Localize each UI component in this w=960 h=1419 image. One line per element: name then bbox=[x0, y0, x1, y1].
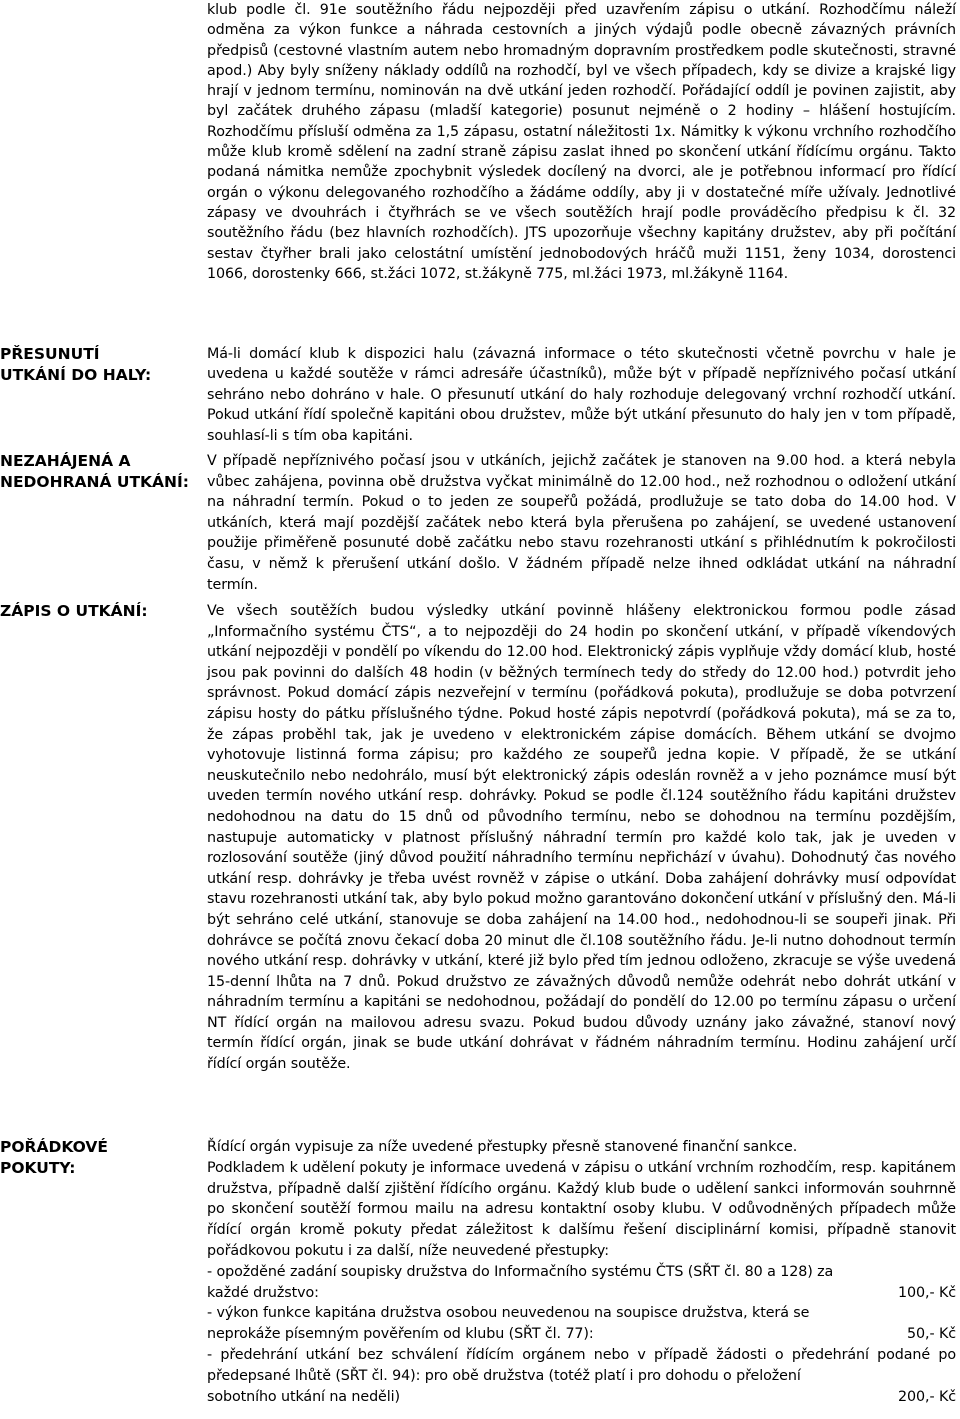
fine-item bbox=[207, 1345, 956, 1407]
fine-last-text: sobotního utkání na neděli) bbox=[207, 1388, 400, 1405]
heading-nezahajena-line-2: NEDOHRANÁ UTKÁNÍ: bbox=[0, 473, 189, 491]
paragraph-pokuty-1: Řídící orgán vypisuje za níže uvedené přestupky přesně stanovené finanční sankce. bbox=[207, 1139, 798, 1155]
paragraph-zapis: Ve všech soutěžích budou výsledky utkání povinně hlášeny elektronickou formou podle zásad „Informačního systému ČTS“, a to nejpozději do 24 hodin po skončení utkání, v případě víkendových utkání nejpozději v pondělí po víkendu do 12.00 hod. Elektronický zápis vyplňuje vždy domácí klub, hosté jsou pak povinni do dalších 48 hodin (v běžných termínech tedy do středy do 12.00 hod.) potvrdit jeho správnost. Pokud domácí zápis nezveřejní v termínu (pořádková pokuta), prodlužuje se doba potvrzení zápisu hosty do pátku příslušného týdne. Pokud hosté zápis nepotvrdí (pořádková pokuta), má se za to, že zápas proběhl tak, jak je uvedeno v elektronickém zápise domácích. Během utkání se dvojmo vyhotovuje listinná forma zápisu; pro každého ze soupeřů jedna kopie. V případě, že se utkání neuskutečnilo nebo nedohrálo, musí být elektronický zápis odeslán rovněž a v jeho poznámce musí být uveden termín nového utkání resp. dohrávky. Pokud se podle čl.124 soutěžního řádu kapitáni družstev nedohodnou na datu do 15 dnů od původního termínu, nebo se dohodnou na termínu pozdějším, nastupuje automaticky v platnost příslušný náhradní termín pro každé kolo tak, jak je uveden v rozlosování soutěže (jiný důvod použití náhradního termínu nepřichází v úvahu). Dohodnutý čas nového utkání resp. dohrávky je třeba uvést rovněž v zápise o utkání. Doba zahájení dohrávky musí odpovídat stavu rozehranosti utkání tak, aby bylo pokud možno garantováno dokončení utkání v příslušný den. Má-li být sehráno celé utkání, stanovuje se doba zahájení na 14.00 hod., nedohodnou-li se soupeři jinak. Při dohrávce se počítá znovu čekací doba 20 minut dle čl.108 soutěžního řádu. Je-li nutno dohodnout termín nového utkání resp. dohrávky v utkání, které již bylo před tím jednou odloženo, zkracuje se výše uvedená 15-denní lhůta na 7 dnů. Pokud družstvo ze závažných důvodů nemůže odehrát nebo dohrát utkání v náhradním termínu a kapitáni se nedohodnou, požádají do pondělí do 12.00 po termínu zápasu o určení NT řídící orgán na mailovou adresu svazu. Pokud budou důvody uznány jako závažné, stanoví nový termín řídící orgán, jinak se bude utkání dohrávat v řádném náhradním termínu. Hodinu zahájení určí řídící orgán soutěže. bbox=[207, 603, 956, 1073]
heading-pokuty-line-1: POŘÁDKOVÉ bbox=[0, 1138, 108, 1156]
paragraph-pokuty-2: Podkladem k udělení pokuty je informace uvedená v zápisu o utkání vrchním rozhodčím, resp. kapitánem družstva, případně další zjištění řídícího orgánu. Každý klub bude o udělení sankci informován souhrnně po skončení soutěží formou mailu na adresu kontaktní osoby klubu. V odůvodněných případech může řídící orgán kromě pokuty předat záležitost k dalšímu řešení disciplinární komisi, případně stanovit pořádkovou pokutu i za další, níže neuvedené přestupky: bbox=[207, 1159, 956, 1259]
section-hala bbox=[207, 344, 956, 446]
heading-zapis bbox=[0, 601, 202, 622]
heading-nezahajena-line-1: NEZAHÁJENÁ A bbox=[0, 452, 131, 470]
fine-last-line bbox=[207, 1387, 956, 1408]
fine-last-text: každé družstvo: bbox=[207, 1284, 319, 1301]
fine-text: - předehrání utkání bez schválení řídícím orgánem nebo v případě žádosti o předehrání podané po předepsané lhůtě (SŘT čl. 94): pro obě družstva (totéž platí i pro dohodu o přeložení bbox=[207, 1346, 956, 1384]
paragraph-intro: klub podle čl. 91e soutěžního řádu nejpozději před uzavřením zápisu o utkání. Rozhodčímu náleží odměna za výkon funkce a náhrada cestovních a jiných výdajů podle obecně závazných právních předpisů (cestovné vlastním autem nebo hromadným dopravním prostředkem podle skutečnosti, stravné apod.) Aby byly sníženy náklady oddílů na rozhodčí, byl ve všech případech, kdy se divize a krajské ligy hrají v jednom termínu, nominován na dvě utkání jeden rozhodčí. Pořádající oddíl je povinen zajistit, aby byl začátek druhého zápasu (mladší kategorie) posunut nejméně o 2 hodiny – hlášení hostujícím. Rozhodčímu přísluší odměna za 1,5 zápasu, ostatní náležitosti 1x. Námitky k výkonu vrchního rozhodčího může klub kromě sdělení na zadní straně zápisu zaslat ihned po skončení utkání řídícímu orgánu. Takto podaná námitka nemůže zpochybnit výsledek docílený na dvorci, ale je potřebnou informací pro řídící orgán o výkonu delegovaného rozhodčího a žádáme oddíly, aby ji v dostatečné míře užívaly. Jednotlivé zápasy ve dvouhrách i čtyřhrách se ve všech soutěžích hrají podle prováděcího předpisu k čl. 32 soutěžního řádu (bez hlavních rozhodčích). JTS upozorňuje všechny kapitány družstev, aby při počítání sestav čtyřher brali jako celostátní umístění jednobodových hráčů muži 1151, ženy 1034, dorostenci 1066, dorostenky 666, st.žáci 1072, st.žákyně 775, ml.žáci 1973, ml.žákyně 1164. bbox=[207, 2, 956, 282]
fine-last-line bbox=[207, 1324, 956, 1345]
heading-zapis-line-1: ZÁPIS O UTKÁNÍ: bbox=[0, 602, 148, 620]
section-pokuty bbox=[207, 1137, 956, 1407]
heading-hala-line-1: PŘESUNUTÍ bbox=[0, 345, 100, 363]
section-intro bbox=[207, 0, 956, 284]
fine-last-line bbox=[207, 1283, 956, 1304]
fine-text: - opožděné zadání soupisky družstva do Informačního systému ČTS (SŘT čl. 80 a 128) za bbox=[207, 1263, 834, 1280]
fine-item bbox=[207, 1303, 956, 1345]
paragraph-nezahajena: V případě nepříznivého počasí jsou v utkáních, jejichž začátek je stanoven na 9.00 hod. a která nebyla vůbec zahájena, povinna obě družstva vyčkat minimálně do 12.00 hod., než rozhodnou o odložení utkání na náhradní termín. Pokud o to jeden ze soupeřů požádá, prodlužuje se tato doba do 14.00 hod. V utkáních, která mají pozdější začátek nebo která byla přerušena po zahájení, se uvedené ustanovení použije přiměřeně posunuté době začátku nebo stavu rozehranosti utkání s přihlédnutím k pokročilosti času, v němž k přerušení utkání došlo. V žádném případě nelze ihned odkládat utkání na náhradní termín. bbox=[207, 453, 956, 593]
heading-hala-line-2: UTKÁNÍ DO HALY: bbox=[0, 366, 152, 384]
fine-item bbox=[207, 1262, 956, 1304]
fine-amount: 50,- Kč bbox=[907, 1326, 956, 1343]
fine-text: - výkon funkce kapitána družstva osobou neuvedenou na soupisce družstva, která se bbox=[207, 1305, 810, 1322]
section-nezahajena bbox=[207, 451, 956, 595]
section-zapis bbox=[207, 601, 956, 1075]
heading-hala bbox=[0, 344, 202, 386]
heading-nezahajena bbox=[0, 451, 202, 493]
paragraph-hala: Má-li domácí klub k dispozici halu (závazná informace o této skutečnosti včetně povrchu v hale je uvedena u každé soutěže v rámci adresáře účastníků), může být v případě nepříznivého počasí utkání sehráno nebo dohráno v hale. O přesunutí utkání do haly rozhoduje delegovaný vrchní rozhodčí utkání. Pokud utkání řídí společně kapitáni obou družstev, může být utkání přesunuto do haly jen v tom případě, souhlasí-li s tím oba kapitáni. bbox=[207, 346, 956, 444]
heading-pokuty bbox=[0, 1137, 202, 1179]
fine-amount: 200,- Kč bbox=[898, 1388, 956, 1405]
fine-last-text: neprokáže písemným pověřením od klubu (SŘT čl. 77): bbox=[207, 1326, 594, 1343]
fine-amount: 100,- Kč bbox=[898, 1284, 956, 1301]
heading-pokuty-line-2: POKUTY: bbox=[0, 1159, 76, 1177]
